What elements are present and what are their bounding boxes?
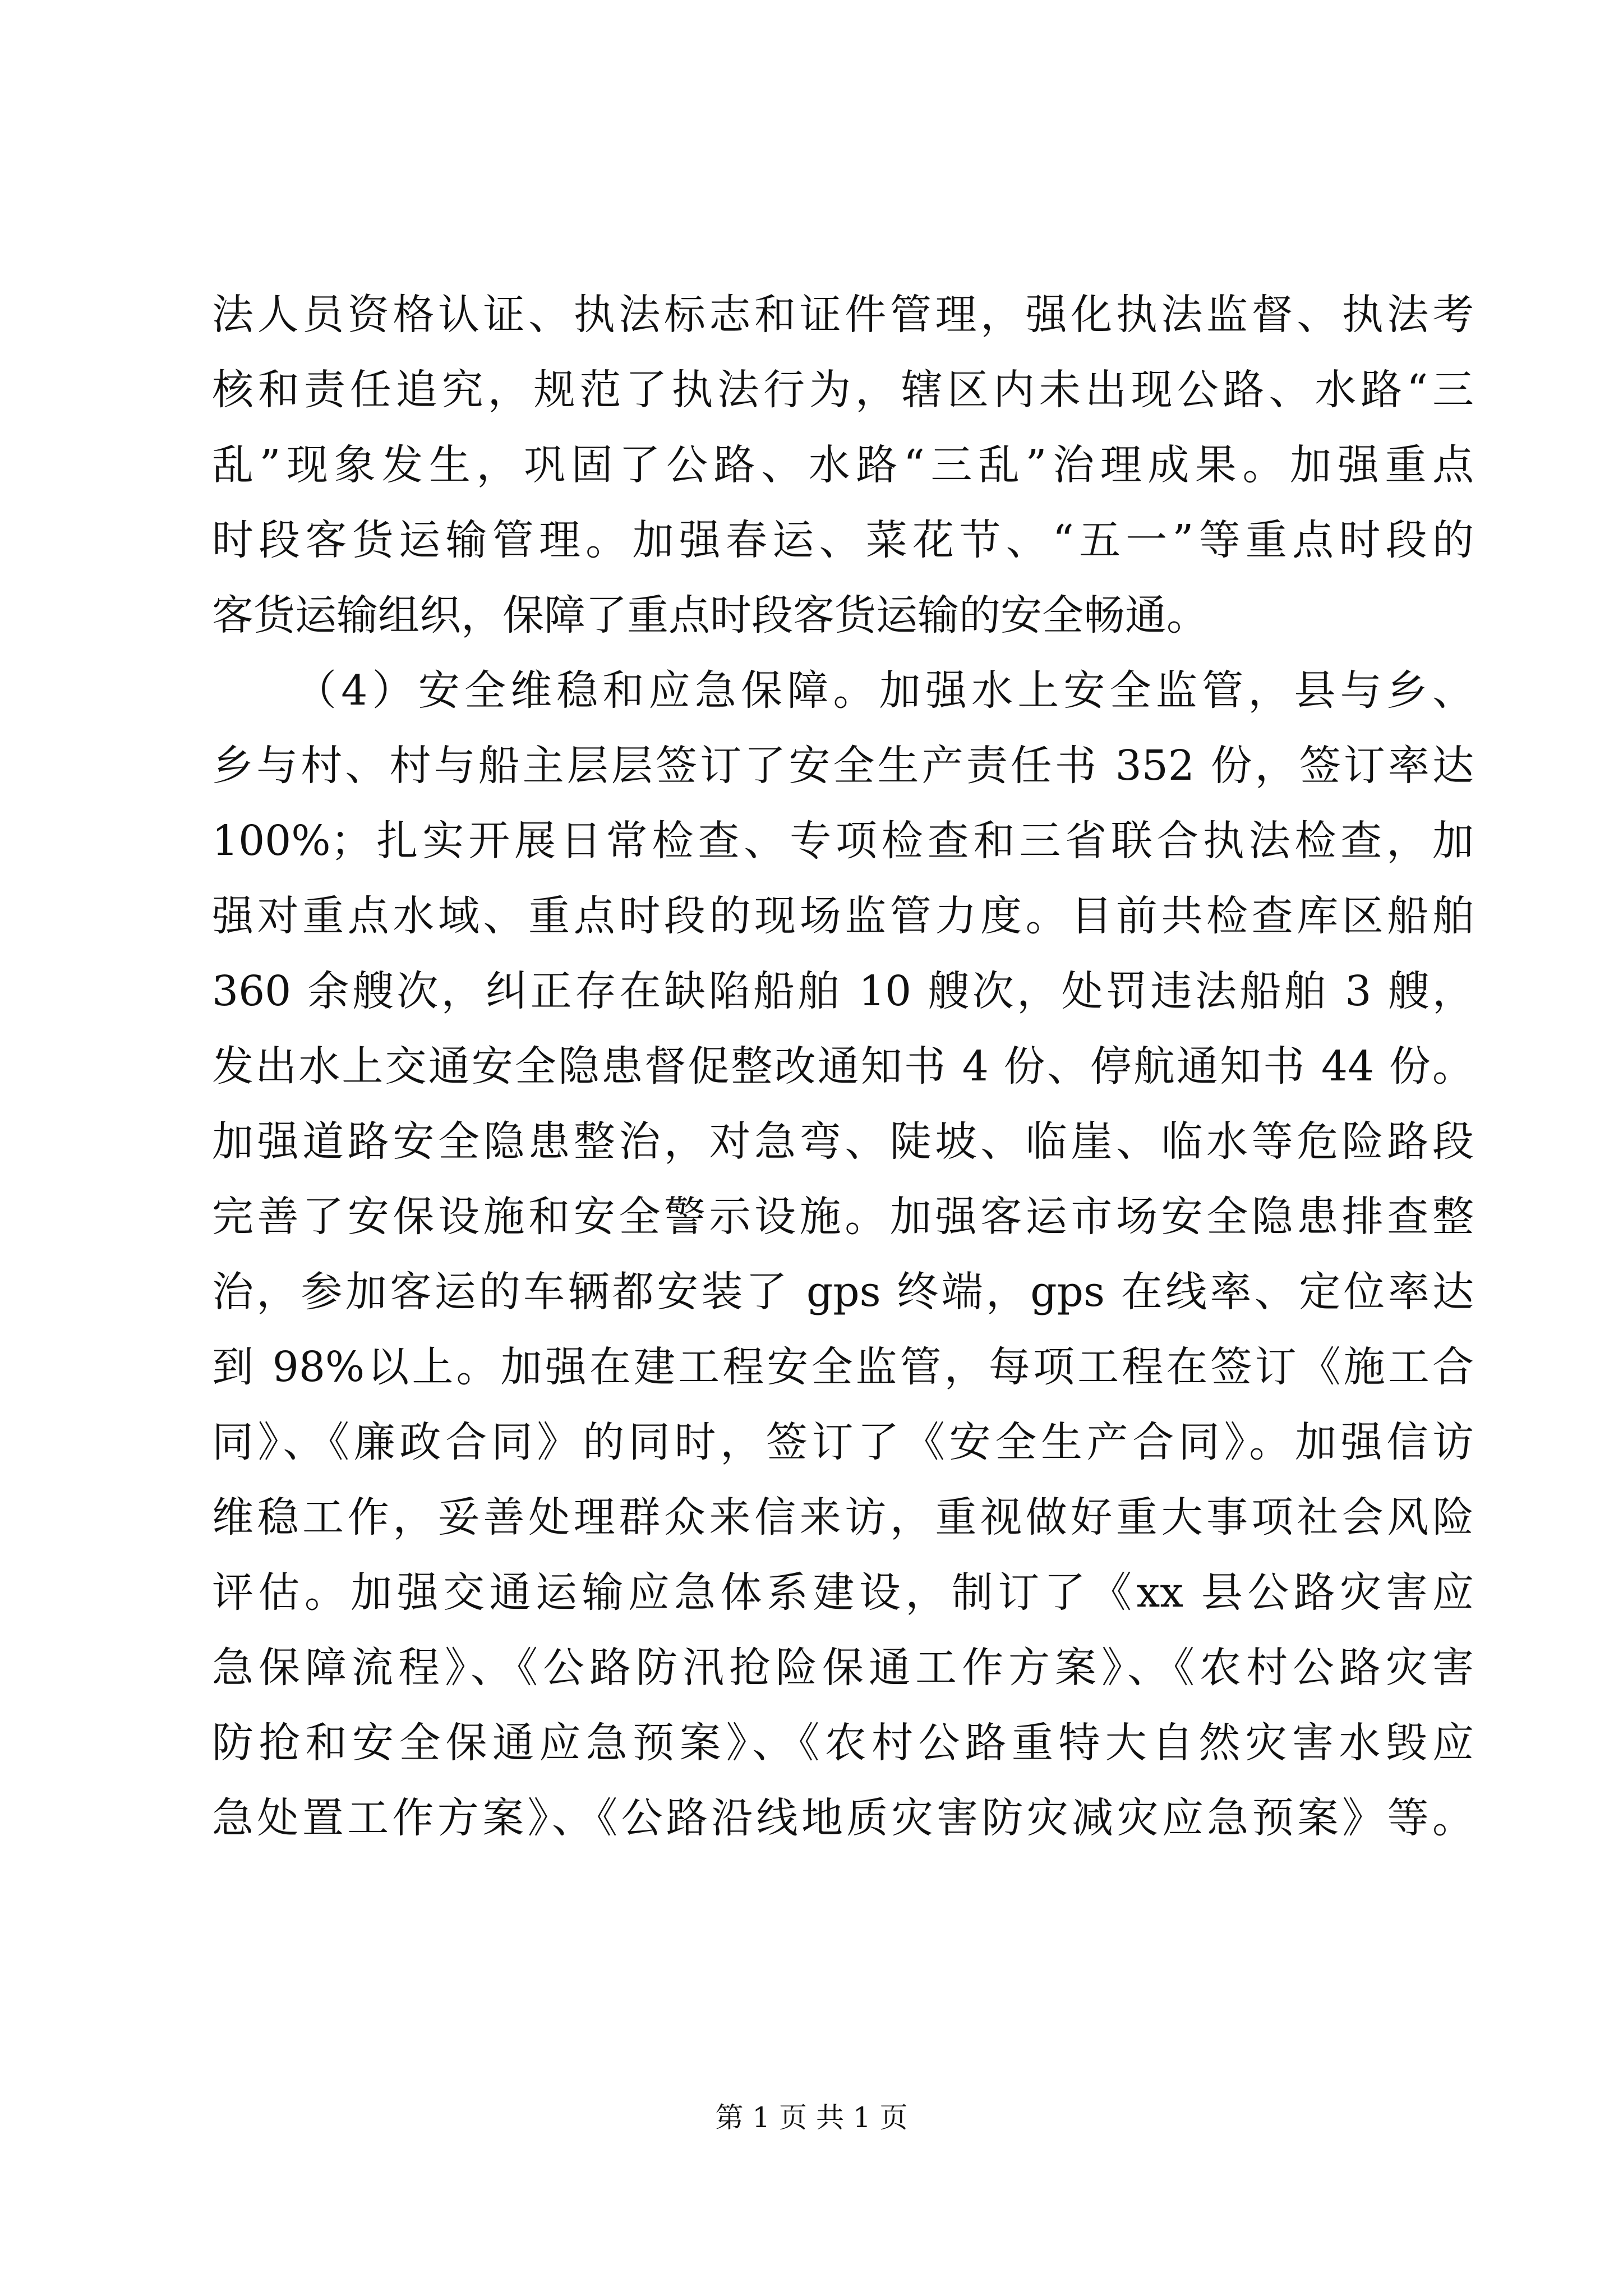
- body-text: [212, 277, 1474, 1856]
- text-line: 360 余艘次，纠正存在缺陷船舶 10 艘次，处罚违法船舶 3 艘，: [212, 967, 1474, 1015]
- text-line: 客货运输组织，保障了重点时段客货运输的安全畅通。: [212, 591, 1208, 639]
- text-line: 加强道路安全隐患整治，对急弯、陡坡、临崖、临水等危险路段: [212, 1117, 1474, 1166]
- text-line: 乡与村、村与船主层层签订了安全生产责任书 352 份，签订率达: [212, 742, 1474, 790]
- text-line: 评估。加强交通运输应急体系建设，制订了《xx 县公路灾害应: [212, 1568, 1474, 1617]
- text-line: 发出水上交通安全隐患督促整改通知书 4 份、停航通知书 44 份。: [212, 1042, 1474, 1091]
- text-line: 维稳工作，妥善处理群众来信来访，重视做好重大事项社会风险: [212, 1493, 1474, 1542]
- text-line: 乱”现象发生，巩固了公路、水路“三乱”治理成果。加强重点: [212, 441, 1474, 489]
- text-line: 时段客货运输管理。加强春运、菜花节、“五一”等重点时段的: [212, 516, 1474, 564]
- text-line: 到 98%以上。加强在建工程安全监管，每项工程在签订《施工合: [212, 1343, 1474, 1391]
- text-line: 同》、《廉政合同》的同时，签订了《安全生产合同》。加强信访: [212, 1418, 1474, 1466]
- text-line: 完善了安保设施和安全警示设施。加强客运市场安全隐患排查整: [212, 1193, 1474, 1241]
- text-line: 核和责任追究，规范了执法行为，辖区内未出现公路、水路“三: [212, 366, 1474, 414]
- page-footer: 第 1 页 共 1 页: [715, 2101, 908, 2134]
- text-line: 急处置工作方案》、《公路沿线地质灾害防灾减灾应急预案》等。: [212, 1794, 1474, 1842]
- section-heading-line: （4）安全维稳和应急保障。加强水上安全监管，县与乡、: [295, 666, 1474, 715]
- text-line: 100%；扎实开展日常检查、专项检查和三省联合执法检查，加: [212, 817, 1474, 865]
- text-line: 强对重点水域、重点时段的现场监管力度。目前共检查库区船舶: [212, 892, 1474, 940]
- text-line: 防抢和安全保通应急预案》、《农村公路重特大自然灾害水毁应: [212, 1719, 1474, 1767]
- text-line: 急保障流程》、《公路防汛抢险保通工作方案》、《农村公路灾害: [212, 1644, 1474, 1692]
- text-line: 治，参加客运的车辆都安装了 gps 终端，gps 在线率、定位率达: [212, 1268, 1474, 1316]
- text-line: 法人员资格认证、执法标志和证件管理，强化执法监督、执法考: [212, 291, 1474, 339]
